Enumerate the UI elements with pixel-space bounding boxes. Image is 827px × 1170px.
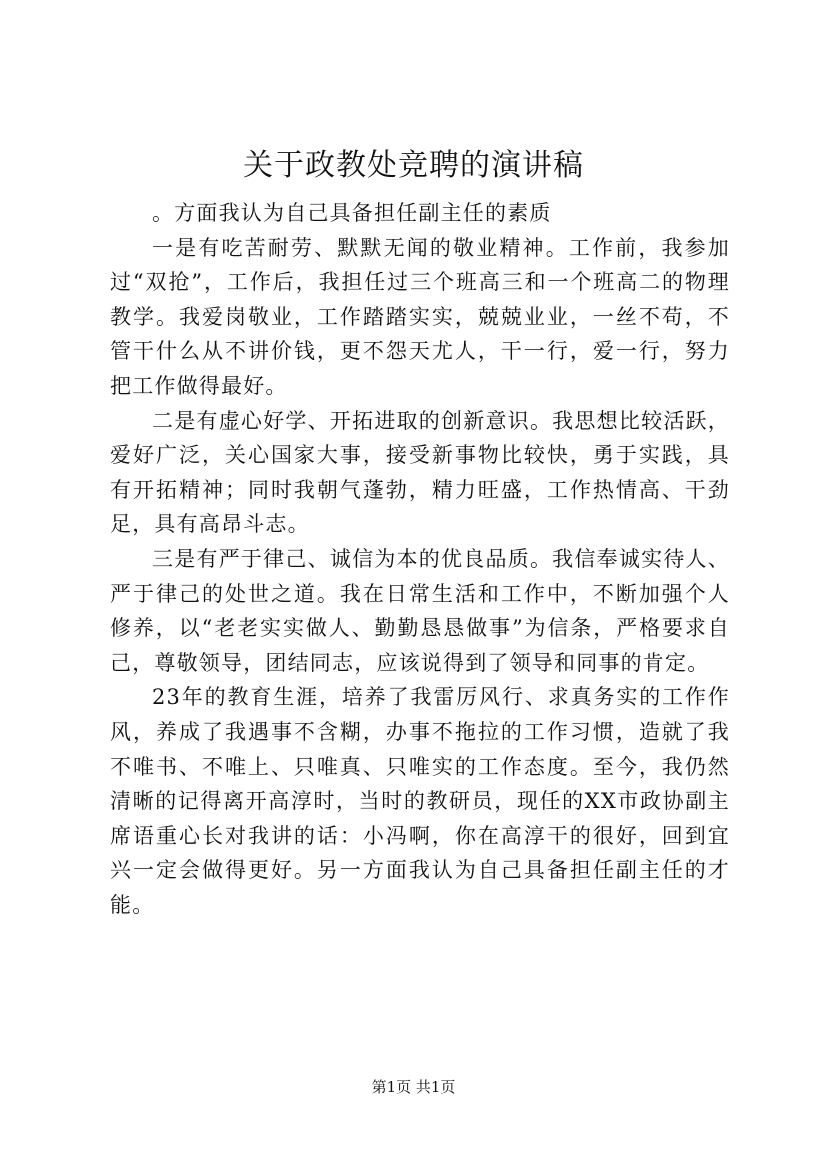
- document-title: 关于政教处竞聘的演讲稿: [243, 148, 584, 183]
- paragraph-intro: 。方面我认为自己具备担任副主任的素质: [152, 201, 552, 225]
- page-number-footer: 第1页 共1页: [371, 1078, 456, 1096]
- paragraph-career: 23年的教育生涯，培养了我雷厉风行、求真务实的工作作风，养成了我遇事不含糊，办事不拖拉的工作习惯，造就了我不唯书、不唯上、只唯真、只唯实的工作态度。至今，我仍然清晰的记得离开高淳时，当时的教研员，现任的XX市政协副主席语重心长对我讲的话：小冯啊，你在高淳干的很好，回到宜兴一定会做得更好。另一方面我认为自己具备担任副主任的才能。: [110, 685, 730, 917]
- document-body: [110, 196, 730, 922]
- paragraph-innovation: 二是有虚心好学、开拓进取的创新意识。我思想比较活跃，爱好广泛，关心国家大事，接受新事物比较快，勇于实践，具有开拓精神；同时我朝气蓬勃，精力旺盛，工作热情高、干劲足，具有高昂斗志。: [110, 408, 730, 537]
- paragraph-dedication: 一是有吃苦耐劳、默默无闻的敬业精神。工作前，我参加过“双抢”，工作后，我担任过三个班高三和一个班高二的物理教学。我爱岗敬业，工作踏踏实实，兢兢业业，一丝不苟，不管干什么从不讲价钱，更不怨天尤人，干一行，爱一行，努力把工作做得最好。: [110, 235, 730, 398]
- paragraph-integrity: 三是有严于律己、诚信为本的优良品质。我信奉诚实待人、严于律己的处世之道。我在日常生活和工作中，不断加强个人修养，以“老老实实做人、勤勤恳恳做事”为信条，严格要求自己，尊敬领导，团结同志，应该说得到了领导和同事的肯定。: [110, 546, 730, 675]
